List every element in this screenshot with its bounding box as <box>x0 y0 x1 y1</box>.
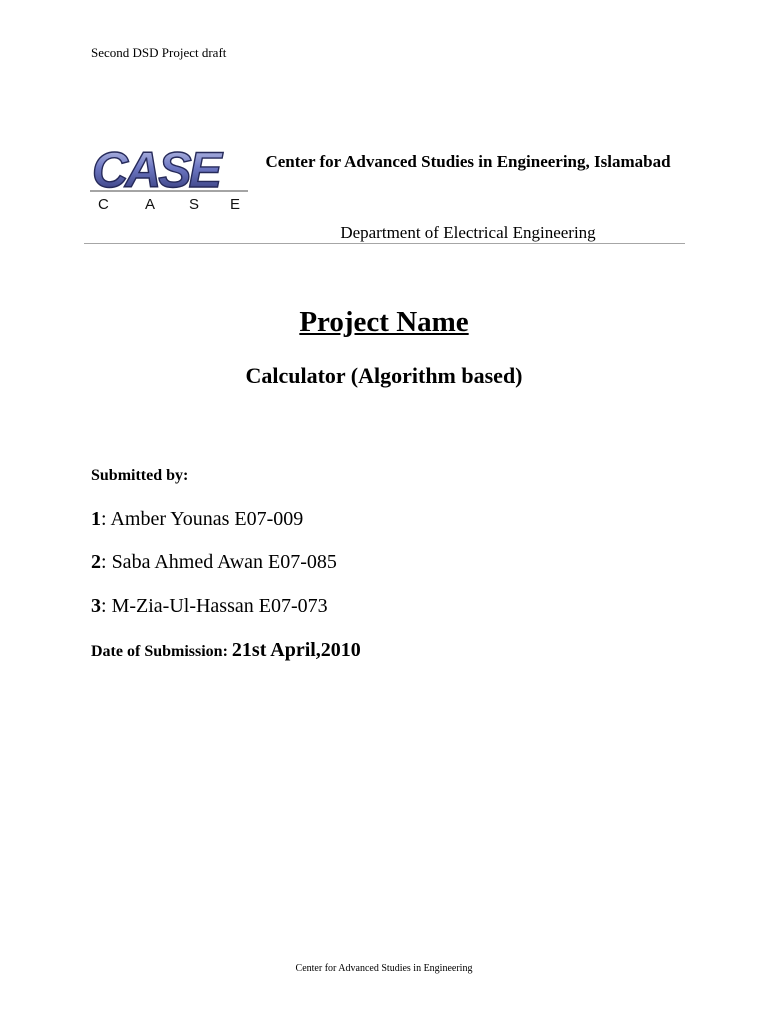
author-separator: : <box>101 508 107 530</box>
svg-text:A: A <box>145 196 156 213</box>
submission-date-line <box>91 637 361 665</box>
author-separator: : <box>101 595 107 617</box>
author-number: 3 <box>91 595 101 617</box>
institute-name: Center for Advanced Studies in Engineering, Islamabad <box>265 152 671 171</box>
header-divider <box>84 243 685 244</box>
running-header: Second DSD Project draft <box>91 45 227 60</box>
svg-text:CASE: CASE <box>92 142 219 198</box>
project-title: Calculator (Algorithm based) <box>245 363 523 388</box>
submission-date-label: Date of Submission: <box>91 643 232 660</box>
author-line <box>91 593 328 619</box>
author-number: 2 <box>91 551 101 573</box>
case-logo <box>88 139 250 215</box>
svg-text:C: C <box>98 196 109 213</box>
department-name: Department of Electrical Engineering <box>340 223 596 242</box>
svg-text:S: S <box>189 196 200 213</box>
author-line <box>91 549 337 575</box>
author-name: Amber Younas E07-009 <box>106 508 304 530</box>
svg-text:E: E <box>230 196 241 213</box>
project-heading: Project Name <box>299 306 469 338</box>
author-separator: : <box>101 551 107 573</box>
page-footer: Center for Advanced Studies in Engineering <box>295 963 473 974</box>
author-number: 1 <box>91 508 101 530</box>
author-name: M-Zia-Ul-Hassan E07-073 <box>106 595 328 617</box>
submitted-by-label: Submitted by: <box>91 467 189 484</box>
submission-date-value: 21st April,2010 <box>231 639 361 661</box>
author-line <box>91 506 303 532</box>
author-name: Saba Ahmed Awan E07-085 <box>106 551 337 573</box>
